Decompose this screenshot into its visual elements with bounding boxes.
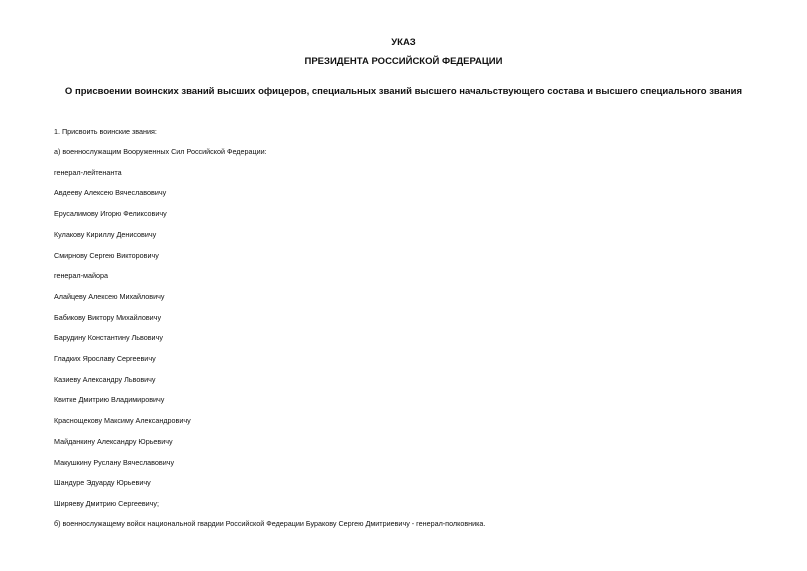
item-1a: а) военнослужащим Вооруженных Сил Российской Федерации: xyxy=(54,147,267,156)
document-subheading: ПРЕЗИДЕНТА РОССИЙСКОЙ ФЕДЕРАЦИИ xyxy=(304,56,503,67)
rank-major-general: генерал-майора xyxy=(54,271,108,280)
lieutenant-general-name: Авдееву Алексею Вячеславовичу xyxy=(54,188,167,197)
item-1: 1. Присвоить воинские звания: xyxy=(54,127,157,136)
lieutenant-general-name: Кулакову Кириллу Денисовичу xyxy=(54,230,157,239)
major-general-name: Алайцеву Алексею Михайловичу xyxy=(54,292,165,301)
major-general-name: Гладких Ярославу Сергеевичу xyxy=(54,354,156,363)
major-general-name: Ширяеву Дмитрию Сергеевичу; xyxy=(54,499,159,508)
major-general-name: Казиеву Александру Львовичу xyxy=(54,375,156,384)
major-general-name: Краснощекову Максиму Александровичу xyxy=(54,416,191,425)
document-heading: УКАЗ xyxy=(391,37,416,48)
major-general-name: Макушкину Руслану Вячеславовичу xyxy=(54,458,175,467)
major-general-name: Майданкину Александру Юрьевичу xyxy=(54,437,173,446)
major-general-name: Бабикову Виктору Михайловичу xyxy=(54,313,162,322)
rank-lieutenant-general: генерал-лейтенанта xyxy=(54,168,122,177)
document-subject: О присвоении воинских званий высших офицеров, специальных званий высшего начальствующего состава и высшего специального звания xyxy=(64,86,743,97)
major-general-name: Барудину Константину Львовичу xyxy=(54,333,163,342)
lieutenant-general-name: Ерусалимову Игорю Феликсовичу xyxy=(54,209,167,218)
lieutenant-general-name: Смирнову Сергею Викторовичу xyxy=(54,251,159,260)
major-general-name: Квитке Дмитрию Владимировичу xyxy=(54,395,165,404)
item-1b: б) военнослужащему войск национальной гвардии Российской Федерации Буракову Сергею Дмитриевичу - генерал-полковника. xyxy=(54,519,486,528)
major-general-name: Шандуре Эдуарду Юрьевичу xyxy=(54,478,151,487)
